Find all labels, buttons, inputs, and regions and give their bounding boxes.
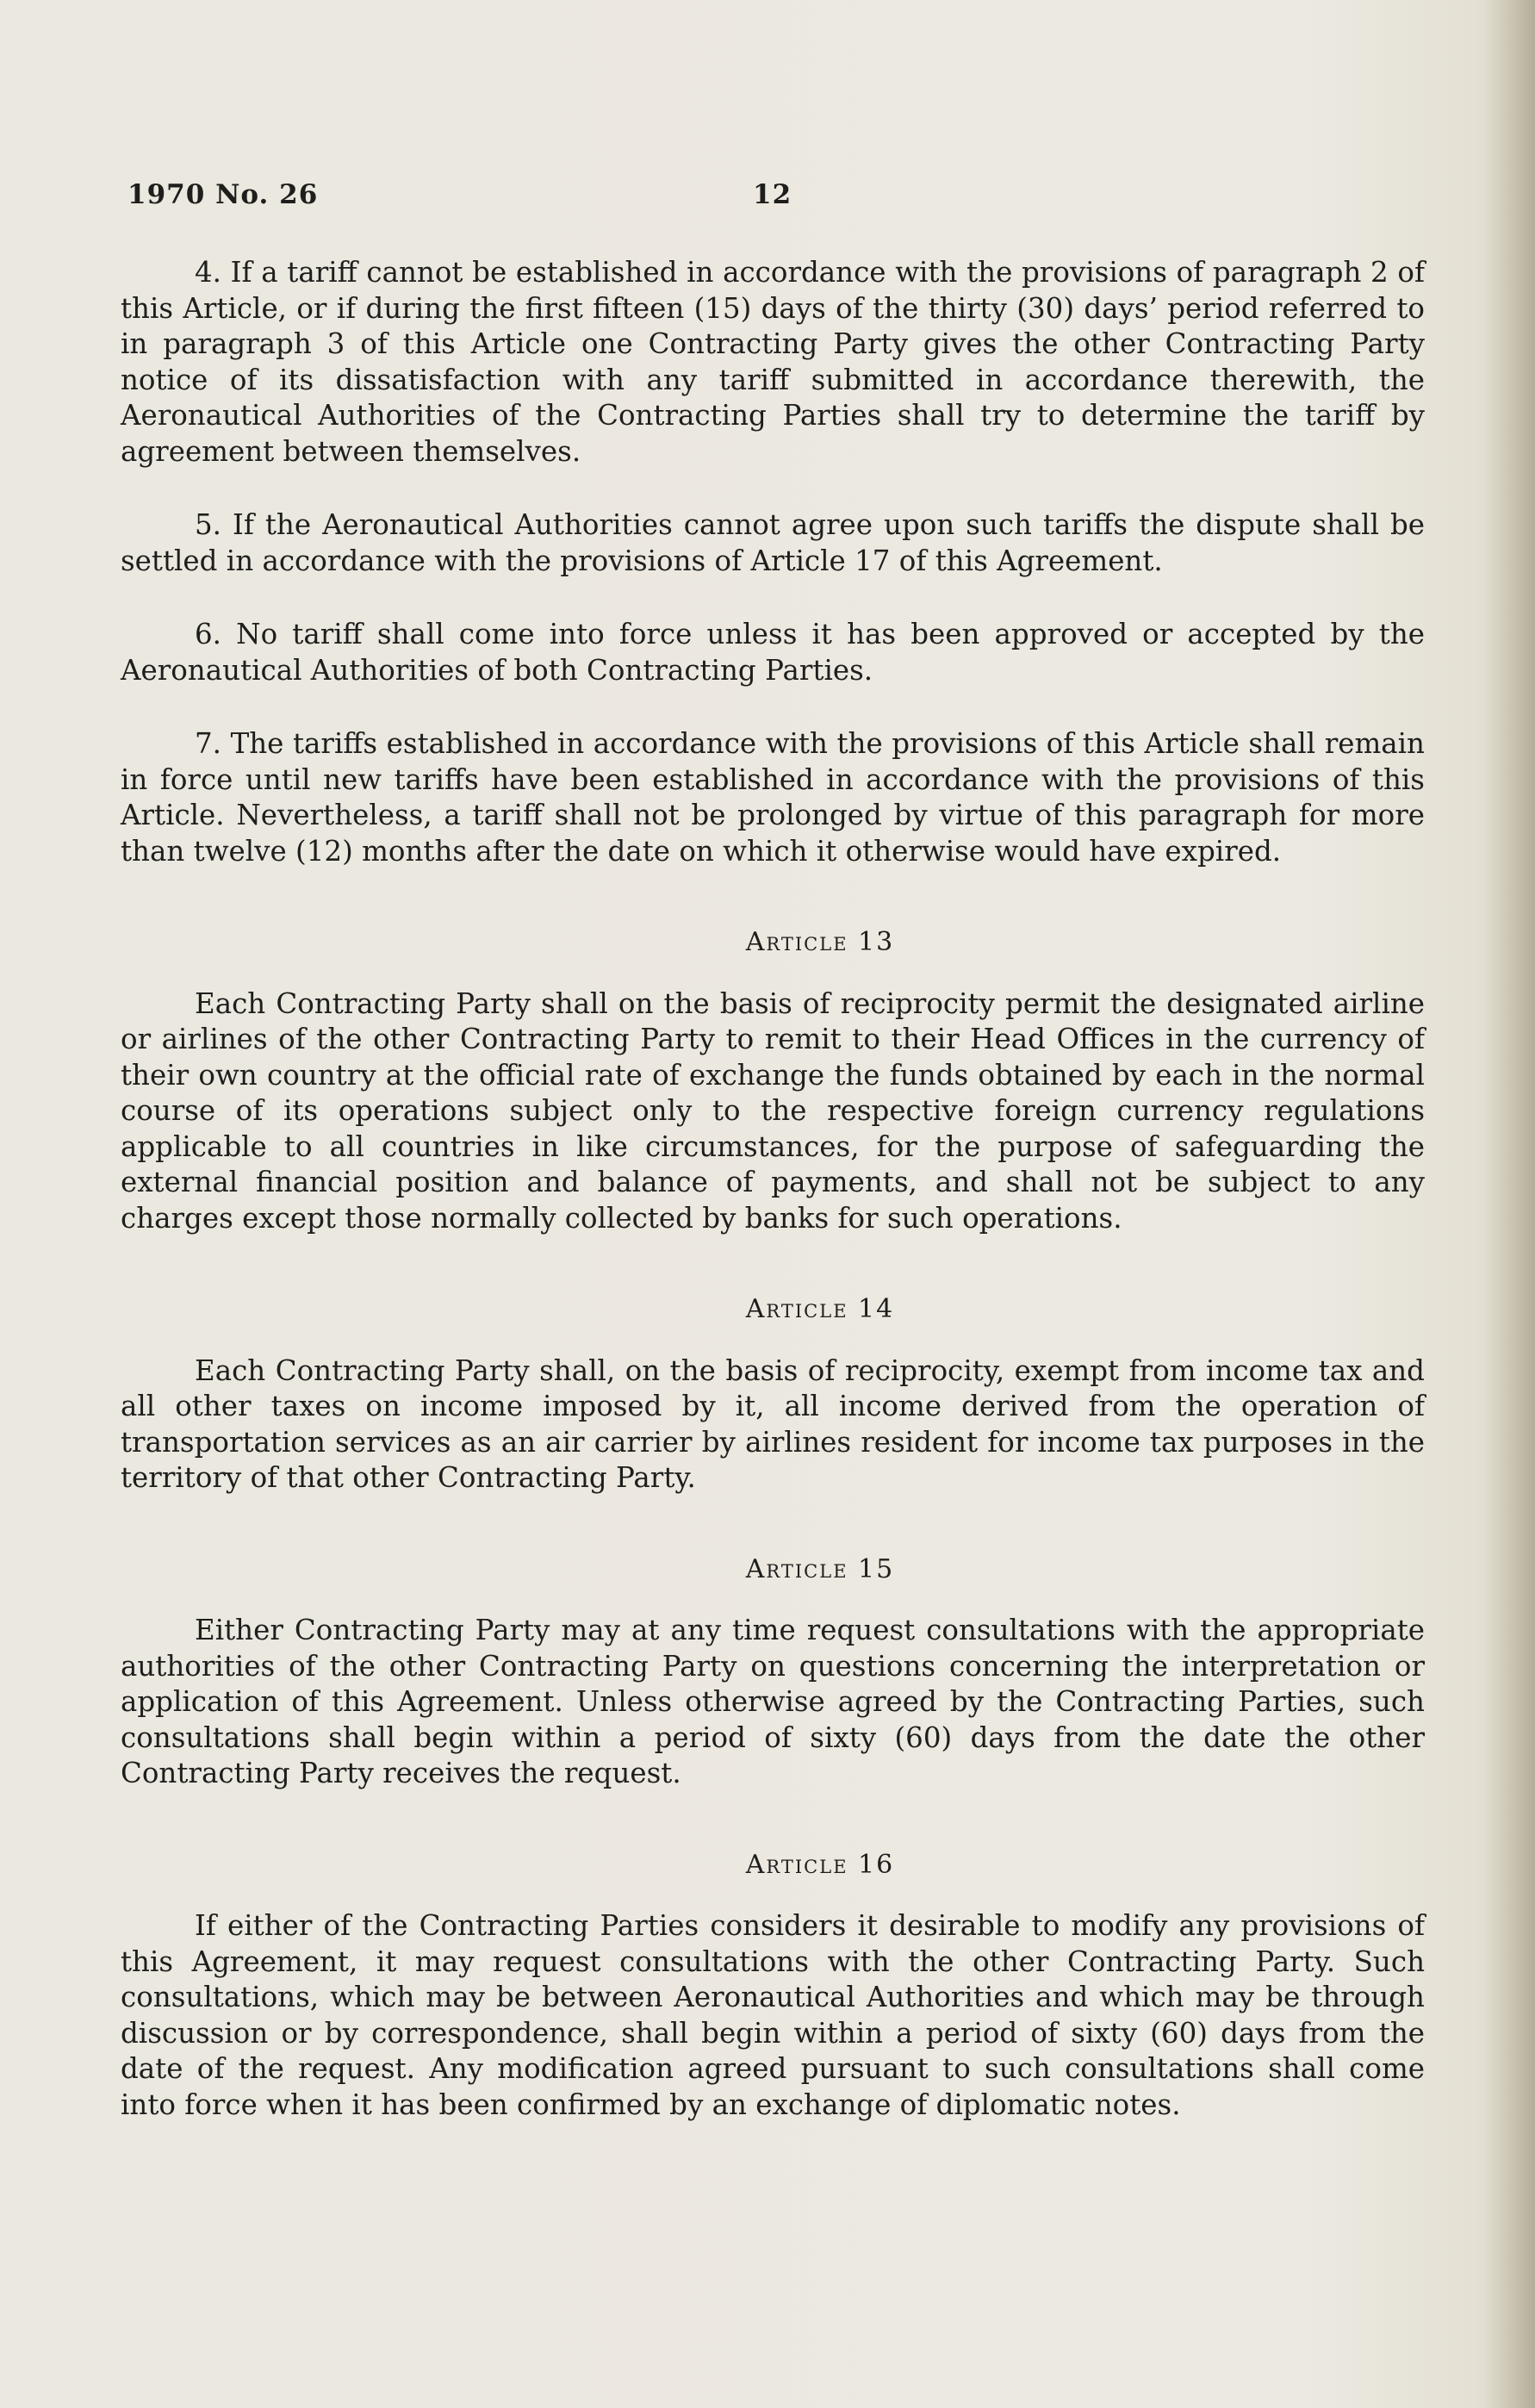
article-13-heading: Article 13 (745, 927, 895, 957)
article-16-heading: Article 16 (745, 1849, 895, 1880)
paragraph-4: 4. If a tariff cannot be established in accordance with the provisions of paragraph 2 of this Article, or if during the first fifteen (15) days of the thirty (30) days’ period referred to in paragraph 3 of this Article one Contracting Party gives the other Contracting Party notice of its dissatisfaction with any tariff submitted in accordance therewith, the Aeronautical Authorities of the Contracting Parties shall try to determine the tariff by agreement between themselves. (121, 256, 1425, 468)
year-and-number: 1970 No. 26 (127, 179, 319, 210)
article-15-heading: Article 15 (745, 1553, 895, 1584)
paragraph-7: 7. The tariffs established in accordance with the provisions of this Article shall remain in force until new tariffs have been established in accordance with the provisions of this Article. Nevertheless, a tariff shall not be prolonged by virtue of this paragraph for more than twelve (12) months after the date on which it otherwise would have expired. (121, 727, 1425, 868)
paragraph-5: 5. If the Aeronautical Authorities cannot agree upon such tariffs the dispute shall be settled in accordance with the provisions of Article 17 of this Agreement. (121, 508, 1425, 577)
article-14-text: Each Contracting Party shall, on the basis of reciprocity, exempt from income tax and all other taxes on income imposed by it, all income derived from the operation of transportation services as an air carrier by airlines resident for income tax purposes in the territory of that other Contracting Party. (121, 1353, 1425, 1494)
article-15-text: Either Contracting Party may at any time request consultations with the appropriate authorities of the other Contracting Party on questions concerning the interpretation or application of this Agreement. Unless otherwise agreed by the Contracting Parties, such consultations shall begin within a period of sixty (60) days from the date the other Contracting Party receives the request. (121, 1614, 1425, 1789)
article-14-heading: Article 14 (745, 1294, 895, 1324)
article-13-text: Each Contracting Party shall on the basis of reciprocity permit the designated airline or airlines of the other Contracting Party to remit to their Head Offices in the currency of their own country at the official rate of exchange the funds obtained by each in the normal course of its operations subject only to the respective foreign currency regulations applicable to all countries in like circumstances, for the purpose of safeguarding the external financial position and balance of payments, and shall not be subject to any charges except those normally collected by banks for such operations. (121, 986, 1425, 1235)
page-header (127, 179, 817, 214)
page-number: 12 (753, 179, 792, 210)
article-16-text: If either of the Contracting Parties considers it desirable to modify any provisions of this Agreement, it may request consultations with the other Contracting Party. Such consultations, which may be between Aeronautical Authorities and which may be through discussion or by correspondence, shall begin within a period of sixty (60) days from the date of the request. Any modification agreed pursuant to such consultations shall come into force when it has been confirmed by an exchange of diplomatic notes. (121, 1909, 1425, 2121)
document-body (121, 255, 1425, 2188)
book-spine-shadow (1483, 0, 1535, 2408)
paragraph-6: 6. No tariff shall come into force unless it has been approved or accepted by the Aeronautical Authorities of both Contracting Parties. (121, 618, 1425, 687)
